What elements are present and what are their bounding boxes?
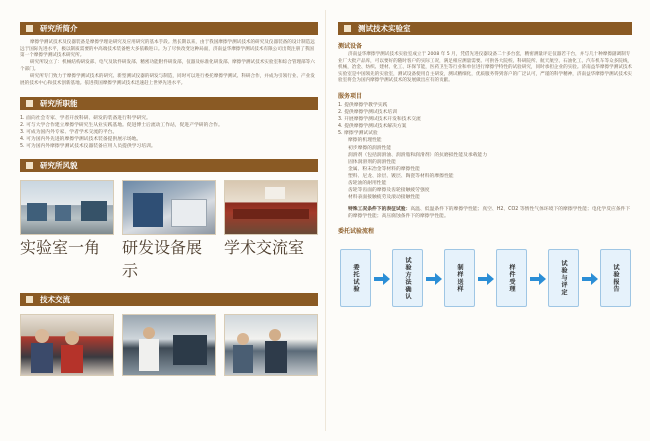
test-item: 材料表面接触疲劳及滚动接触性能 bbox=[348, 195, 420, 201]
flow-step: 样件受理 bbox=[496, 249, 527, 307]
exchange-photo bbox=[20, 314, 114, 376]
flow-title: 委托试验流程 bbox=[338, 228, 375, 236]
gallery-item bbox=[20, 180, 114, 281]
section-title-lab: 测试技术实验室 bbox=[338, 22, 632, 35]
arrow-right-icon bbox=[374, 273, 390, 285]
test-item: 固体润滑剂的润滑性能 bbox=[348, 159, 396, 165]
intro-paragraph: 研究所设立了：机械结构研发部、电气及软件研发部、精密功能附件研发部，仪器及标准化研发部、摩擦学测试技术实验室和综合管理部等六个部门。 bbox=[20, 60, 315, 72]
service-item: 3. 开展摩擦学测试技术开发和技术交流 bbox=[338, 117, 421, 123]
services-list bbox=[338, 102, 632, 201]
duties-list bbox=[20, 115, 318, 150]
photo-caption: 研发设备展示 bbox=[122, 238, 203, 281]
test-item: 齿轮油的耐用性能 bbox=[348, 181, 387, 186]
photo-caption: 实验室一角 bbox=[20, 238, 101, 258]
flow-step: 试验与评定 bbox=[548, 249, 579, 307]
service-item: 2. 提供摩擦学测试技术培训 bbox=[338, 110, 397, 116]
services-title: 服务项目 bbox=[338, 92, 363, 100]
duty-item: 3. 可成为国内外专家、学者学术交流的平台。 bbox=[20, 130, 118, 136]
process-flow bbox=[338, 243, 632, 315]
flow-step: 试验方法确认 bbox=[392, 249, 423, 307]
gallery-item bbox=[122, 180, 216, 281]
section-title-gallery: 研究所风貌 bbox=[20, 159, 318, 172]
section-title-intro: 研究所简介 bbox=[20, 22, 318, 35]
intro-text bbox=[20, 40, 318, 87]
section-title-exchange: 技术交流 bbox=[20, 293, 318, 306]
duty-item: 2. 可与大学合作建立摩擦学研究生从业实践基地。促进博士后流动工作站，促进产学研的合作。 bbox=[20, 123, 223, 129]
section-title-duties: 研究所职能 bbox=[20, 97, 318, 110]
flow-step: 委托试验 bbox=[340, 249, 371, 307]
arrow-right-icon bbox=[582, 273, 598, 285]
service-item: 1. 提供摩擦学教学实践 bbox=[338, 102, 388, 108]
test-item: 塑料、尼龙、涂层、镀层、陶瓷等材料的摩擦性能 bbox=[348, 173, 454, 179]
arrow-right-icon bbox=[478, 273, 494, 285]
test-item: 齿轮等齿面的摩擦及齿轮接触疲劳强度 bbox=[348, 188, 430, 194]
gallery-photos bbox=[20, 180, 318, 281]
special-text: 高温、低温条件下的摩擦学性能；真空、H2、CO2 等惰性气体环境下的摩擦学性能；电化学反应条件下的摩擦学性能；高压腐蚀条件下的摩擦学性能。 bbox=[348, 207, 631, 220]
right-column bbox=[338, 22, 632, 315]
exchange-photo bbox=[122, 314, 216, 376]
meeting-room-photo bbox=[224, 180, 318, 235]
test-item: 初步摩擦的润滑性能 bbox=[348, 145, 392, 151]
equipment-photo bbox=[122, 180, 216, 235]
page-fold bbox=[325, 10, 326, 431]
facility-text: 济南益华摩擦学测试技术实验室成立于 2008 年 5 月，凭借先进仪器设备二十多台套，精密测量评定仪器若干台，并与几十种摩擦副调制专业厂大批产品库，可以要好的随时客户的实际工况，满足相应测量需要。可供各大院校、科研院所、航天航空、石油化工、汽车机车等众多院线，机械，冶金、纺织、建材、化工、环保节能，医药卫生等行业和单位进行摩擦学特性的试验研究，同时承担企业的实验。济南益华摩擦学测试技术实验室是中国领先的实验室，测试设备使用自主研发，测试精细化，优质服务得到客户的广泛认可，严谨的科学精神，济南益华摩擦学测试技术实验室将会为国内摩擦学测试技术的发展做出应有的贡献。 bbox=[338, 52, 633, 84]
special-label: 特殊工况条件下的表征试验： bbox=[348, 207, 411, 213]
service-item: 5. 摩擦学测试试验 bbox=[338, 131, 378, 137]
test-item: 润滑剂（包括润滑油、润滑脂和润滑剂）的抗磨损性能及承载能力 bbox=[348, 152, 488, 158]
duty-item: 1. 面向社会专家、学者开放科研、研发的装备进行科学研究。 bbox=[20, 116, 151, 122]
arrow-right-icon bbox=[426, 273, 442, 285]
test-item: 金属、粉末冶金等材料的摩擦性能 bbox=[348, 166, 420, 172]
service-item: 4. 提供摩擦学测试技术解决方案 bbox=[338, 124, 407, 130]
lab-photo bbox=[20, 180, 114, 235]
exchange-photo bbox=[224, 314, 318, 376]
duty-item: 4. 可为国内外先进的摩擦学测试技术装备提供展示场地。 bbox=[20, 137, 142, 143]
photo-caption: 学术交流室 bbox=[224, 238, 305, 258]
special-conditions bbox=[338, 206, 632, 220]
intro-paragraph: 研究所专门致力于摩擦学测试技术的研究、新型测试仪器的研发与制造，同时可以进行委托摩擦学测试、科研合作，并成为引领行业、产业发展的技术中心和技术创新基地。依进我国摩擦学测试技术迅速赶上世界先进水平。 bbox=[20, 73, 315, 86]
left-column bbox=[20, 22, 318, 376]
test-item: 摩擦的机理性能 bbox=[348, 138, 382, 144]
duty-item: 5. 可为国内外摩擦学测试技术仪器装备应用人员提供学习培训。 bbox=[20, 144, 156, 150]
arrow-right-icon bbox=[530, 273, 546, 285]
gallery-item bbox=[224, 180, 318, 281]
flow-step: 试验报告 bbox=[600, 249, 631, 307]
facility-title: 测试设备 bbox=[338, 43, 363, 50]
intro-paragraph: 摩擦学测试技术及仪器装备是摩擦学理论研究及应用研究的基本手段。然长期以来，由于我国摩擦学测试技术的研究及仪器装备的设计制造远远于国际先进水平，极以制质需要的中高端技术装备绝大多依赖进口。为了尽快改变这种局面，济南益华摩擦学测试技术有限公司出资注册了我国第一个摩擦学测试技术研究所。 bbox=[20, 40, 315, 59]
exchange-photos bbox=[20, 314, 318, 376]
flow-step: 制样送样 bbox=[444, 249, 475, 307]
